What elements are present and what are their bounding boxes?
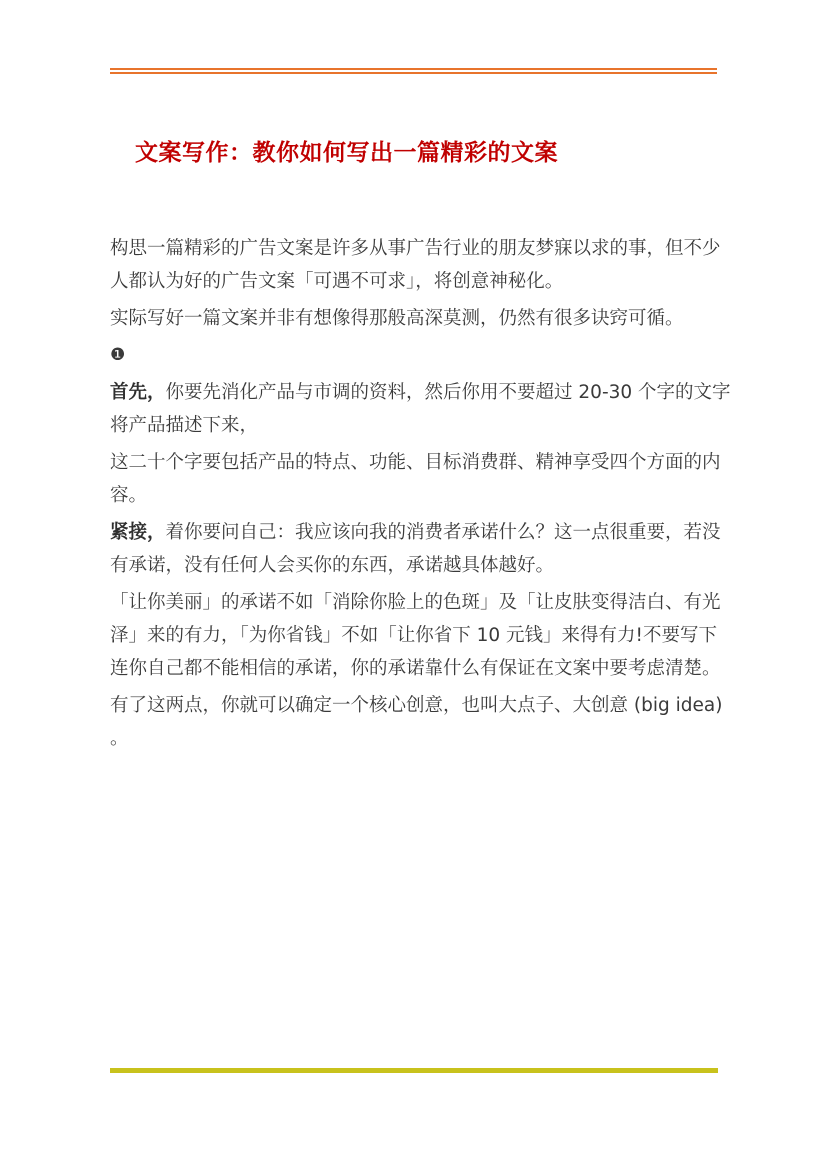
intro-paragraph-2: 实际写好一篇文案并非有想像得那般高深莫测，仍然有很多诀窍可循。 [110, 308, 684, 329]
numbered-bullet-icon: ❶ [110, 345, 126, 365]
next-step-text: 着你要问自己：我应该向我的消费者承诺什么？这一点很重要，若没有承诺，没有任何人会买你的东西，承诺越具体越好。 [110, 522, 721, 576]
next-step-lead: 紧接， [110, 522, 166, 543]
header-rule-line [110, 68, 717, 70]
document-title: 文案写作：教你如何写出一篇精彩的文案 [135, 140, 558, 166]
header-rule-line [110, 72, 717, 74]
first-step-lead: 首先， [110, 382, 166, 403]
footer-rule [110, 1068, 718, 1073]
first-step-paragraph [110, 376, 735, 442]
next-step-paragraph [110, 516, 735, 582]
promise-example-paragraph: 「让你美丽」的承诺不如「消除你脸上的色斑」及「让皮肤变得洁白、有光泽」来的有力，「为你省钱」不如「让你省下 10 元钱」来得有力!不要写下连你自己都不能相信的承诺，你的承诺靠什么有保证在文案中要考虑清楚。 [110, 592, 721, 679]
conclusion-paragraph: 有了这两点，你就可以确定一个核心创意，也叫大点子、大创意 (big idea) 。 [110, 695, 723, 749]
first-step-continuation: 这二十个字要包括产品的特点、功能、目标消费群、精神享受四个方面的内容。 [110, 452, 721, 506]
intro-paragraph: 构思一篇精彩的广告文案是许多从事广告行业的朋友梦寐以求的事，但不少人都认为好的广告文案「可遇不可求」，将创意神秘化。 [110, 238, 721, 292]
first-step-text: 你要先消化产品与市调的资料，然后你用不要超过 20-30 个字的文字将产品描述下来， [110, 382, 731, 436]
document-body [110, 232, 735, 759]
header-double-rule [110, 68, 717, 75]
